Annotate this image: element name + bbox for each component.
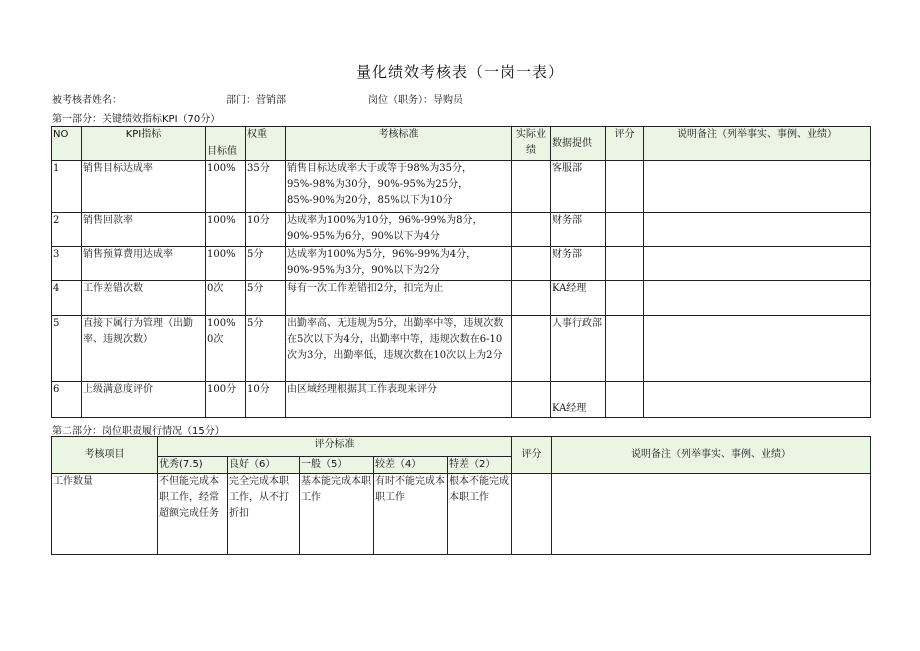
score-input[interactable] — [606, 281, 644, 316]
document-title: 量化绩效考核表（一岗一表） — [355, 63, 564, 81]
actual-input[interactable] — [512, 213, 551, 247]
row-kpi: 销售预算费用达成率 — [82, 247, 206, 281]
row-target: 0次 — [206, 281, 246, 316]
row-weight: 5分 — [246, 316, 286, 382]
row-criteria: 由区域经理根据其工作表现来评分 — [286, 382, 512, 418]
row-kpi: 工作差错次数 — [82, 281, 206, 316]
header-provider: 数据提供 — [551, 127, 606, 161]
score-input[interactable] — [606, 316, 644, 382]
row-provider: 客服部 — [551, 161, 606, 213]
row-target: 100% 0次 — [206, 316, 246, 382]
row-kpi: 上级满意度评价 — [82, 382, 206, 418]
part2-heading: 第二部分：岗位职责履行情况（15分） — [52, 426, 225, 437]
row-criteria: 出勤率高、无违规为5分，出勤率中等，违规次数在5次以下为4分，出勤率中等，违规次数在6-10次为3分，出勤率低，违规次数在10次以上为2分 — [286, 316, 512, 382]
remark-input[interactable] — [644, 213, 871, 247]
actual-input[interactable] — [512, 382, 551, 418]
table-row — [52, 281, 871, 316]
header-remark: 说明备注（列举事实、事例、业绩） — [552, 437, 871, 474]
score-input[interactable] — [606, 247, 644, 281]
row-kpi: 销售回款率 — [82, 213, 206, 247]
row-criteria-very-poor: 根本不能完成本职工作 — [448, 474, 512, 555]
employee-name-label: 被考核者姓名： — [52, 95, 122, 106]
level-good: 良好（6） — [228, 457, 300, 474]
row-provider: KA经理 — [551, 281, 606, 316]
row-item: 工作数量 — [52, 474, 158, 555]
score-input[interactable] — [606, 161, 644, 213]
row-provider: 财务部 — [551, 247, 606, 281]
score-input[interactable] — [606, 382, 644, 418]
actual-input[interactable] — [512, 281, 551, 316]
header-standard: 评分标准 — [158, 437, 512, 457]
level-very-poor: 特差（2） — [448, 457, 512, 474]
row-no: 6 — [52, 382, 82, 418]
header-weight: 权重 — [246, 127, 286, 161]
header-criteria: 考核标准 — [286, 127, 512, 161]
table-row — [52, 247, 871, 281]
position-label: 岗位（职务）：导购员 — [368, 95, 463, 106]
row-provider: KA经理 — [551, 382, 606, 418]
table-row — [52, 213, 871, 247]
row-no: 1 — [52, 161, 82, 213]
row-target: 100% — [206, 247, 246, 281]
row-no: 4 — [52, 281, 82, 316]
kpi-table — [51, 126, 871, 418]
header-score: 评分 — [512, 437, 552, 474]
remark-input[interactable] — [552, 474, 871, 555]
department-label: 部门：营销部 — [226, 95, 286, 106]
row-weight: 5分 — [246, 247, 286, 281]
part1-heading: 第一部分：关键绩效指标KPI（70分） — [52, 114, 221, 125]
row-no: 2 — [52, 213, 82, 247]
row-no: 5 — [52, 316, 82, 382]
row-weight: 10分 — [246, 382, 286, 418]
header-remark: 说明备注（列举事实、事例、业绩） — [644, 127, 871, 161]
table-row — [52, 161, 871, 213]
level-poor: 较差（4） — [374, 457, 448, 474]
row-target: 100% — [206, 213, 246, 247]
header-kpi: KPI指标 — [82, 127, 206, 161]
header-actual: 实际业绩 — [512, 127, 551, 161]
row-provider: 财务部 — [551, 213, 606, 247]
header-score: 评分 — [606, 127, 644, 161]
row-weight: 35分 — [246, 161, 286, 213]
table-row — [52, 316, 871, 382]
level-excellent: 优秀(7.5) — [158, 457, 228, 474]
duty-table — [51, 436, 871, 555]
table-row — [52, 382, 871, 418]
remark-input[interactable] — [644, 161, 871, 213]
header-item: 考核项目 — [52, 437, 158, 474]
remark-input[interactable] — [644, 382, 871, 418]
level-average: 一般（5） — [300, 457, 374, 474]
actual-input[interactable] — [512, 316, 551, 382]
score-input[interactable] — [606, 213, 644, 247]
row-target: 100分 — [206, 382, 246, 418]
remark-input[interactable] — [644, 316, 871, 382]
row-kpi: 直接下属行为管理（出勤率、违规次数） — [82, 316, 206, 382]
row-criteria: 销售目标达成率大于或等于98%为35分，95%-98%为30分，90%-95%为25分，85%-90%为20分，85%以下为10分 — [286, 161, 512, 213]
row-criteria-average: 基本能完成本职工作 — [300, 474, 374, 555]
row-provider: 人事行政部 — [551, 316, 606, 382]
actual-input[interactable] — [512, 161, 551, 213]
row-weight: 10分 — [246, 213, 286, 247]
score-input[interactable] — [512, 474, 552, 555]
row-criteria: 达成率为100%为10分，96%-99%为8分，90%-95%为6分，90%以下为4分 — [286, 213, 512, 247]
row-target: 100% — [206, 161, 246, 213]
header-no: NO — [52, 127, 82, 161]
row-criteria: 达成率为100%为5分，96%-99%为4分，90%-95%为3分，90%以下为2分 — [286, 247, 512, 281]
remark-input[interactable] — [644, 247, 871, 281]
row-criteria-poor: 有时不能完成本职工作 — [374, 474, 448, 555]
table-row — [52, 474, 871, 555]
actual-input[interactable] — [512, 247, 551, 281]
row-kpi: 销售目标达成率 — [82, 161, 206, 213]
remark-input[interactable] — [644, 281, 871, 316]
row-weight: 5分 — [246, 281, 286, 316]
row-criteria-good: 完全完成本职工作，从不打折扣 — [228, 474, 300, 555]
row-criteria-excellent: 不但能完成本职工作，经常超额完成任务 — [158, 474, 228, 555]
row-no: 3 — [52, 247, 82, 281]
row-criteria: 每有一次工作差错扣2分，扣完为止 — [286, 281, 512, 316]
header-target: 目标值 — [206, 127, 246, 161]
